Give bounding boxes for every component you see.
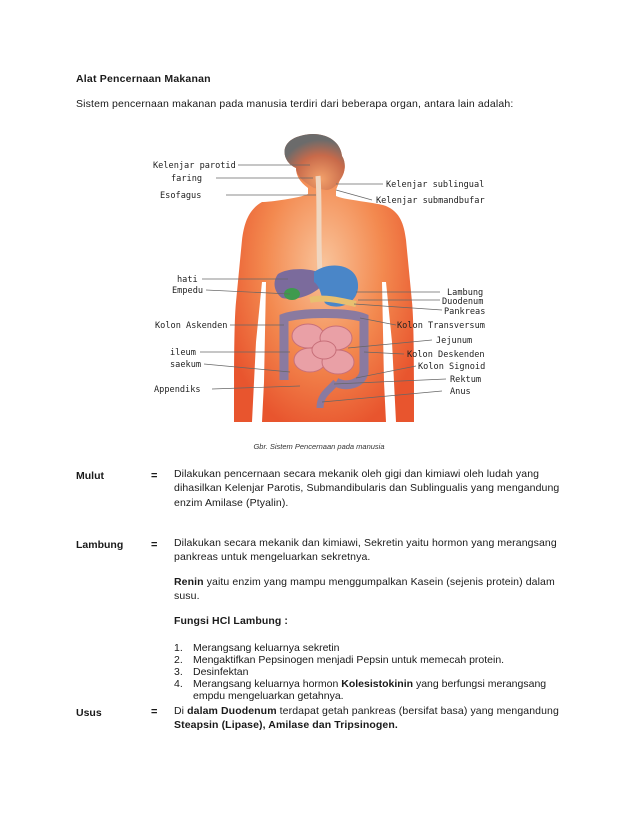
label-kolon-askenden: Kolon Askenden xyxy=(155,321,228,331)
label-duodenum: Duodenum xyxy=(442,297,484,307)
lambung-text: Dilakukan secara mekanik dan kimiawi, Sekretin yaitu hormon yang merangsang pankreas untuk mengeluarkan sekretnya. xyxy=(174,537,557,564)
hcl-function-list xyxy=(174,642,569,702)
label-kelenjar-submandbufar: Kelenjar submandbufar xyxy=(376,196,485,206)
hcl-function-title: Fungsi HCl Lambung : xyxy=(174,615,288,627)
label-kolon-transversum: Kolon Transversum xyxy=(397,321,485,331)
list-item: 1. Merangsang keluarnya sekretin xyxy=(174,642,340,654)
label-rektum: Rektum xyxy=(450,375,482,385)
label-kolon-signoid: Kolon Signoid xyxy=(418,362,486,372)
intro-paragraph: Sistem pencernaan makanan pada manusia terdiri dari beberapa organ, antara lain adalah: xyxy=(76,98,514,110)
label-empedu: Empedu xyxy=(172,286,204,296)
esophagus xyxy=(318,176,320,272)
label-anus: Anus xyxy=(450,387,471,397)
section-label-lambung: Lambung xyxy=(76,539,124,551)
renin-paragraph xyxy=(174,575,569,604)
label-kolon-deskenden: Kolon Deskenden xyxy=(407,350,485,360)
section-label-usus: Usus xyxy=(76,707,102,719)
label-kelenjar-sublingual: Kelenjar sublingual xyxy=(386,180,485,190)
list-item: 3. Desinfektan xyxy=(174,666,249,678)
head xyxy=(285,134,345,190)
label-saekum: saekum xyxy=(170,360,202,370)
renin-description: yaitu enzim yang mampu menggumpalkan Kasein (sejenis protein) dalam susu. xyxy=(174,576,555,603)
section-label-mulut: Mulut xyxy=(76,470,104,482)
label-faring: faring xyxy=(171,174,203,184)
digestive-system-figure xyxy=(150,132,490,430)
page-title: Alat Pencernaan Makanan xyxy=(76,73,211,85)
equals-sign: = xyxy=(151,470,158,482)
equals-sign: = xyxy=(151,539,158,551)
figure-caption: Gbr. Sistem Pencernaan pada manusia xyxy=(253,442,385,451)
label-lambung: Lambung xyxy=(447,288,484,298)
renin-term: Renin xyxy=(174,576,204,588)
label-jejunum: Jejunum xyxy=(436,336,473,346)
label-hati: hati xyxy=(177,275,198,285)
equals-sign: = xyxy=(151,706,158,718)
label-ileum: ileum xyxy=(170,348,196,358)
mulut-text: Dilakukan pencernaan secara mekanik oleh gigi dan kimiawi oleh ludah yang dihasilkan Kelenjar Parotis, Submandibularis dan Sublingualis yang mengandung enzim Amilase (Ptyalin). xyxy=(174,468,560,509)
usus-text: Di dalam Duodenum terdapat getah pankreas (bersifat basa) yang mengandung Steapsin (Lipase), Amilase dan Tripsinogen. xyxy=(174,705,559,732)
label-esofagus: Esofagus xyxy=(160,191,202,201)
label-kelenjar-parotid: Kelenjar parotid xyxy=(153,161,236,171)
label-appendiks: Appendiks xyxy=(154,385,201,395)
list-item: 4. Merangsang keluarnya hormon Kolesistokinin yang berfungsi merangsang empdu mengeluarkan getahnya. xyxy=(174,678,547,702)
label-pankreas: Pankreas xyxy=(444,307,486,317)
list-item: 2. Mengaktifkan Pepsinogen menjadi Pepsin untuk memecah protein. xyxy=(174,654,505,666)
